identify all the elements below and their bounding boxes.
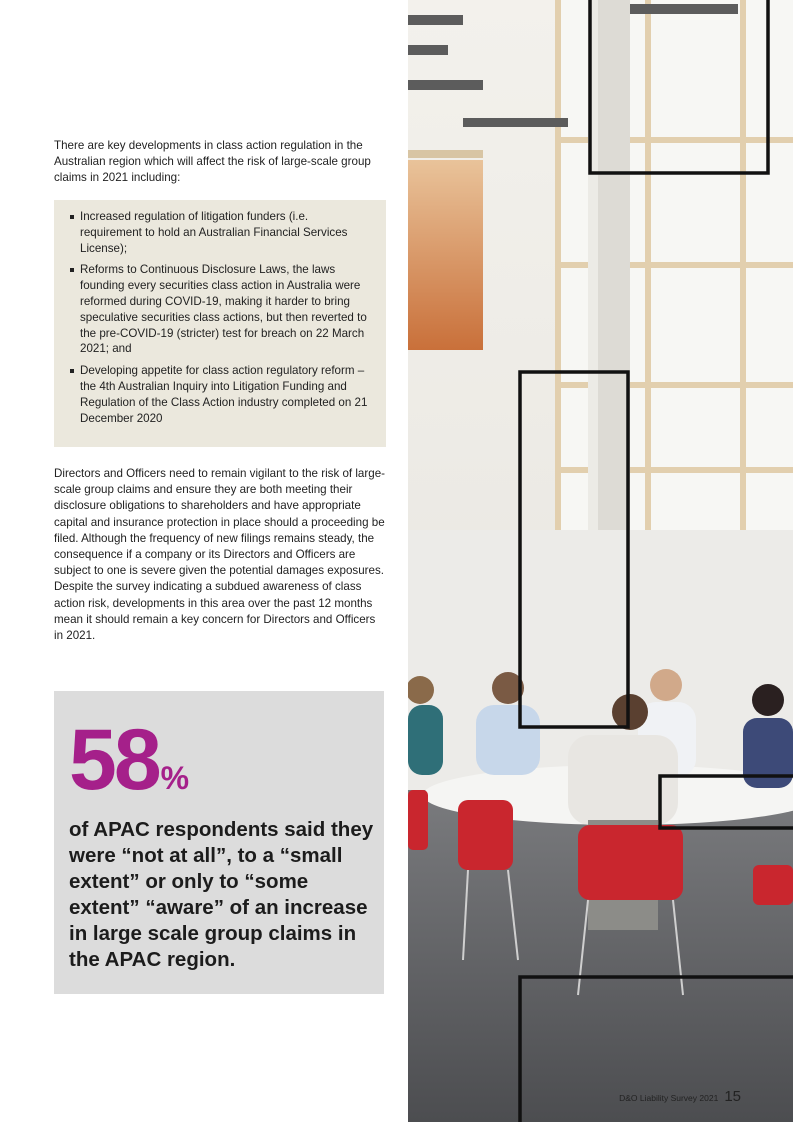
list-item: Reforms to Continuous Disclosure Laws, the laws founding every securities class action in Australia were reformed during COVID-19, making it harder to bring speculative securities class actions, but then reverted to the pre-COVID-19 (stricter) test for breach on 22 March 2021; and — [70, 262, 370, 357]
developments-box — [54, 200, 386, 447]
stat-description: of APAC respondents said they were “not at all”, to a “small extent” or only to “some extent” “aware” of an increase in large scale group claims in the APAC region. — [69, 818, 374, 971]
stat-value — [69, 712, 190, 823]
footer-title: D&O Liability Survey 2021 — [619, 1093, 719, 1103]
intro-paragraph: There are key developments in class action regulation in the Australian region which will affect the risk of large-scale group claims in 2021 including: — [54, 139, 371, 185]
stat-callout — [54, 691, 384, 994]
stat-unit: % — [160, 760, 190, 796]
body-paragraph: Directors and Officers need to remain vigilant to the risk of large-scale group claims and ensure they are both meeting their disclosure obligations to shareholders and have appropriate capital and insurance protection in place should a proceeding be filed. Although the frequency of new filings remains steady, the consequence if a company or its Directors and Officers are subject to one is severe given the potential damages exposures. Despite the survey indicating a subdued awareness of class action risk, developments in this area over the past 12 months mean it should remain a key concern for Directors and Officers in 2021. — [54, 467, 385, 643]
page-footer — [619, 1088, 741, 1105]
list-item: Increased regulation of litigation funders (i.e. requirement to hold an Australian Financial Services License); — [70, 209, 370, 256]
page-number: 15 — [724, 1088, 741, 1105]
office-meeting-photo — [408, 0, 793, 1122]
stat-number: 58 — [69, 712, 159, 808]
list-item: Developing appetite for class action regulatory reform – the 4th Australian Inquiry into Litigation Funding and Regulation of the Class Action industry completed on 21 December 2020 — [70, 363, 370, 426]
developments-list — [70, 209, 370, 426]
